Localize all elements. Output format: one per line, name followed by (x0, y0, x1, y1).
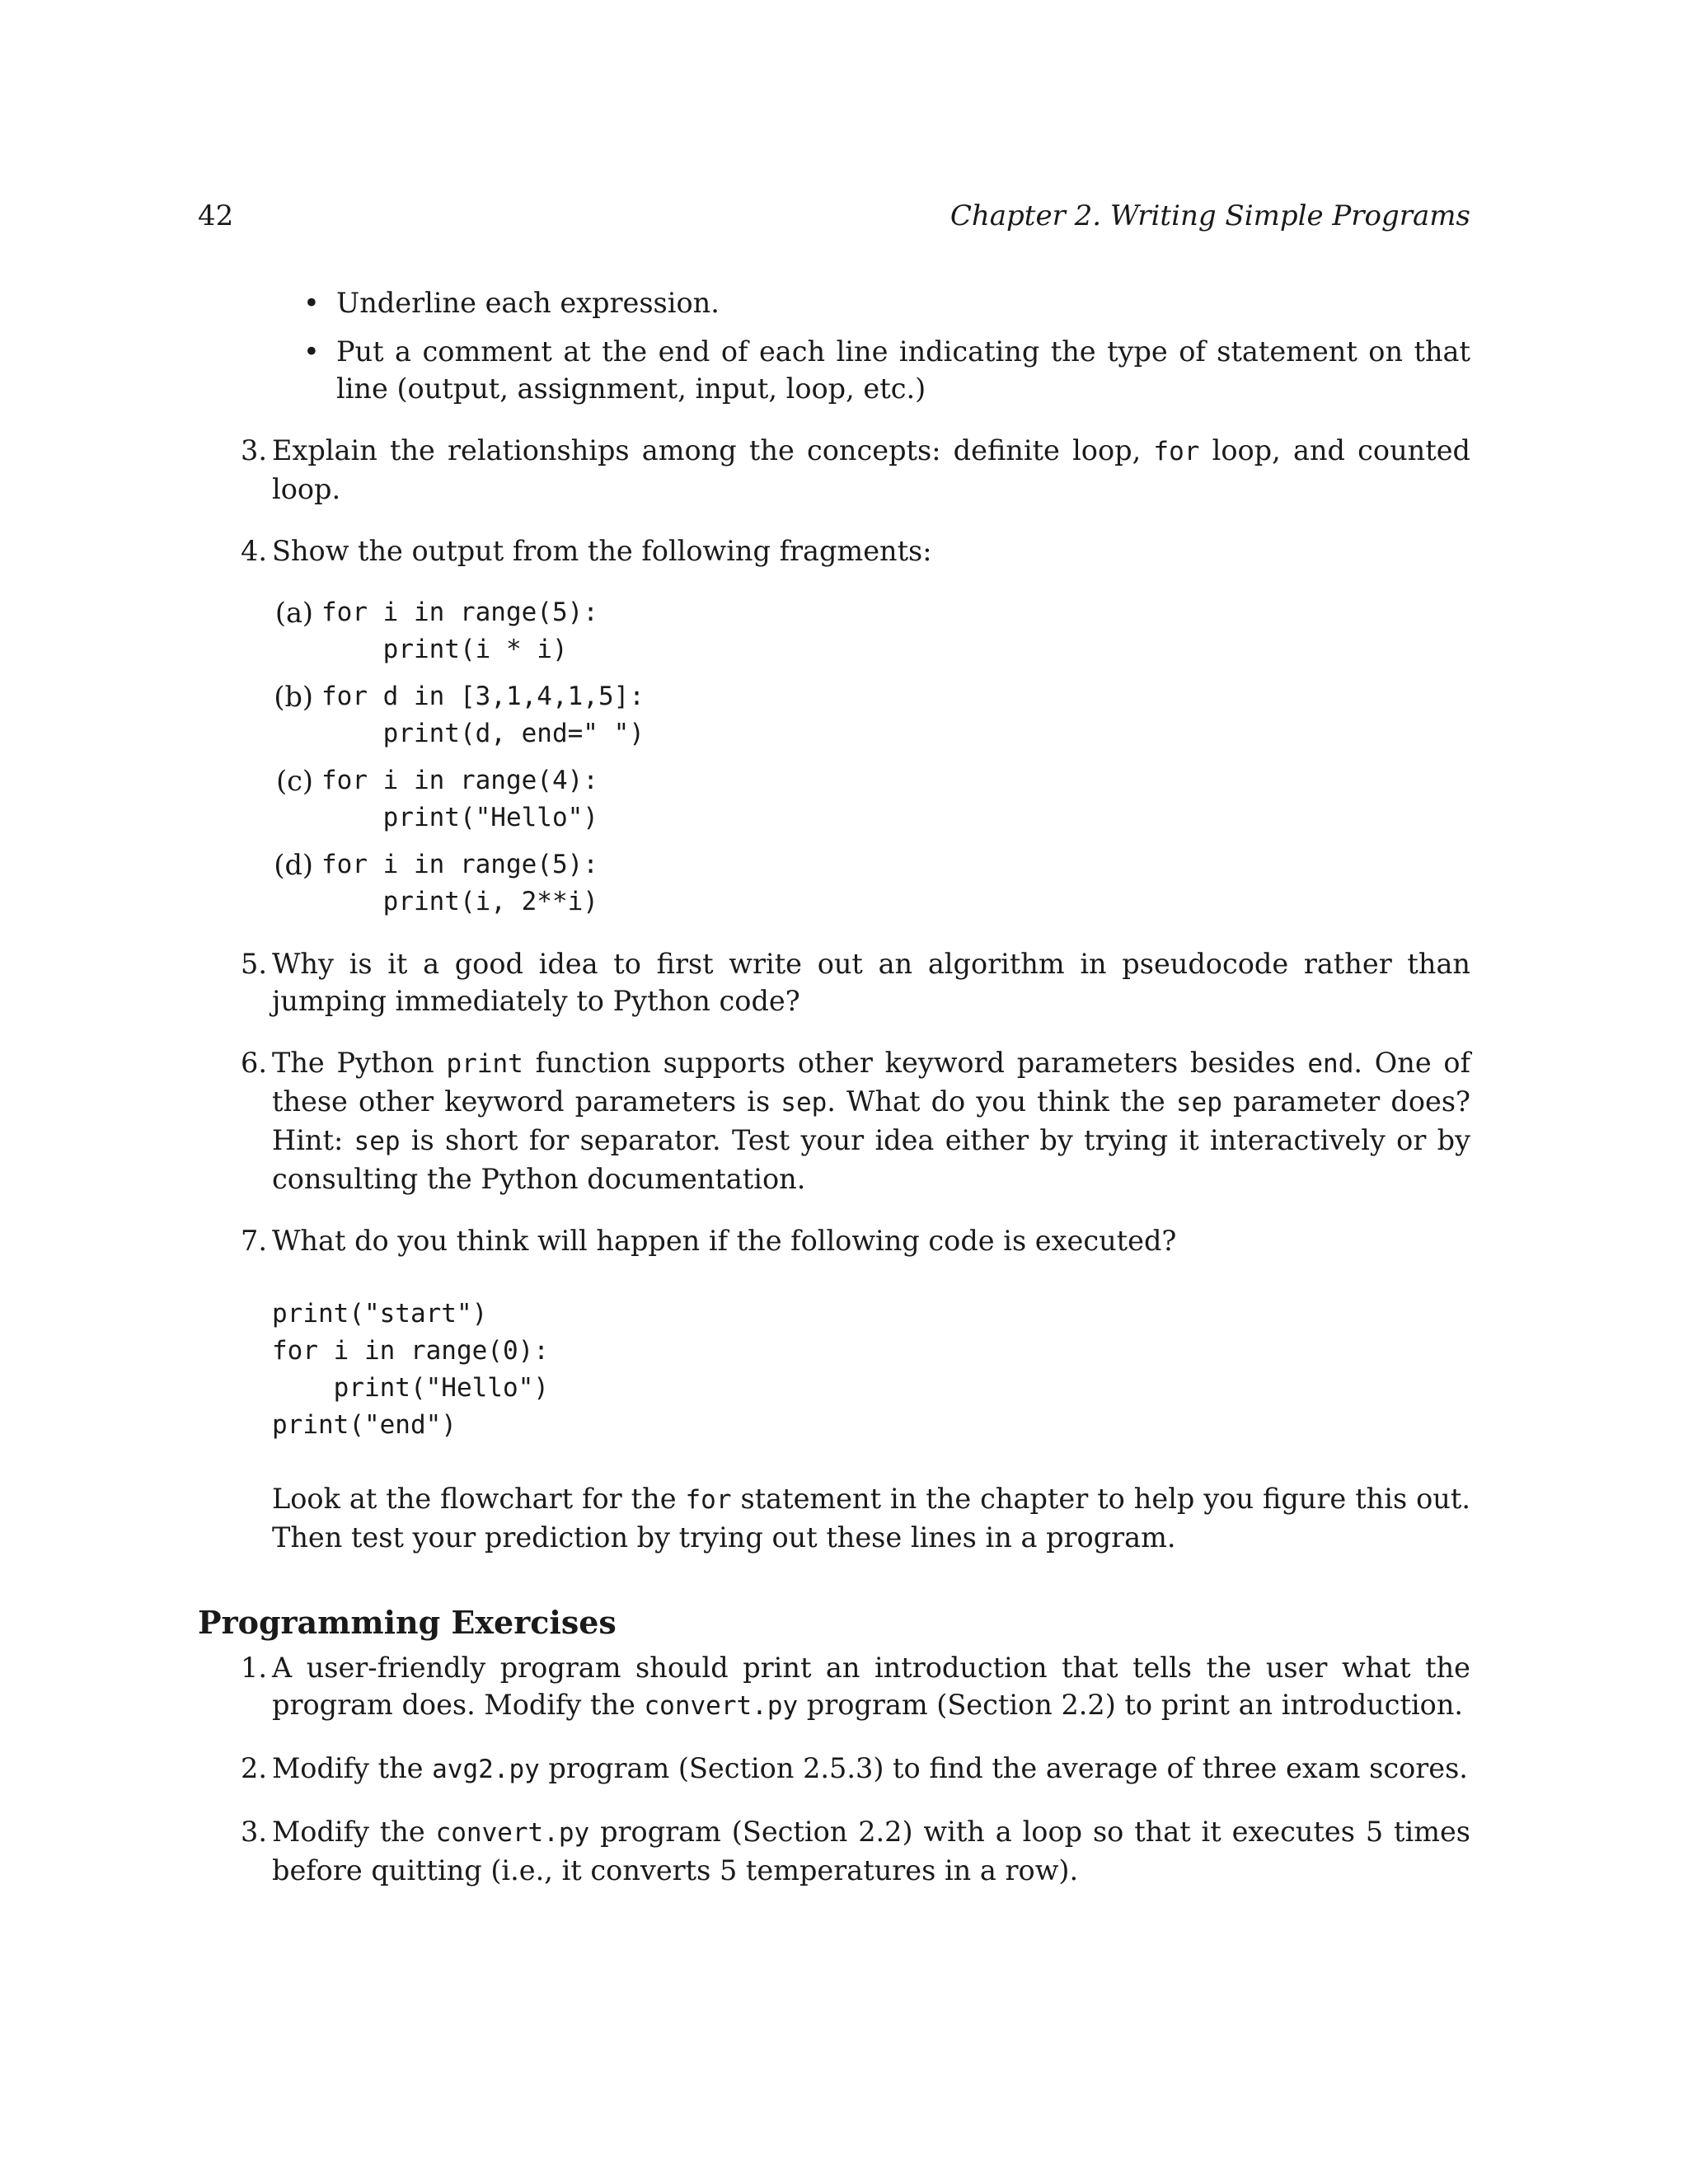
code-block (272, 1296, 1470, 1444)
review-question-5: 5. Why is it a good idea to first write out an algorithm in pseudocode rather than jumping immediately to Python code? (241, 948, 1470, 1017)
inline-code: sep (1175, 1088, 1222, 1118)
code-line: print("start") (272, 1299, 488, 1329)
inline-code: for (685, 1485, 732, 1515)
section-title: Programming Exercises (198, 1604, 617, 1641)
exercise-3: 3. Modify the convert.py program (Section 2.2) with a loop so that it executes 5 times before quitting (i.e., it converts 5 temperatures in a row). (241, 1816, 1470, 1886)
inline-code: avg2.py (432, 1755, 540, 1784)
inline-code: convert.py (644, 1691, 799, 1721)
inline-code: sep (781, 1088, 828, 1118)
exercise-2: 2. Modify the avg2.py program (Section 2.5.3) to find the average of three exam scores. (241, 1752, 1468, 1784)
bullet-list (198, 284, 1470, 407)
review-question-6: 6. The Python print function supports other keyword parameters besides end. One of these other keyword parameters is sep. What do you think the sep parameter does? Hint: sep is short for separator. Test your idea either by trying it interactively or by consulting the Python documentation. (241, 1047, 1471, 1195)
review-question-3: 3. Explain the relationships among the concepts: definite loop, for loop, and counted loop. (241, 434, 1470, 505)
inline-code: end (1307, 1049, 1354, 1079)
inline-code: sep (354, 1127, 401, 1156)
inline-code: convert.py (435, 1818, 590, 1848)
code-line: for i in range(5): (321, 598, 598, 627)
followup-paragraph: Look at the flowchart for the for statement in the chapter to help you figure this out. Then test your prediction by trying out these lines in a program. (272, 1483, 1470, 1554)
code-line: print("Hello") (272, 1373, 549, 1403)
fragment-list (256, 594, 1470, 921)
bullet-item: • Underline each expression. (303, 284, 1470, 321)
code-line: for i in range(4): (321, 766, 598, 795)
fragment-a: (a) for i in range(5): print(i * i) (256, 594, 1470, 668)
fragment-d: (d) for i in range(5): print(i, 2**i) (256, 846, 1470, 921)
page-content (198, 284, 1470, 1889)
bullet-icon: • (303, 287, 320, 319)
code-line: for i in range(5): (321, 850, 598, 879)
review-question-4: 4. Show the output from the following fragments: (a) for i in range(5): print(i * i) (b) for d in [3,1,4,1,5]: print(d, end=" ") (c) for i in range(4): print("Hello") (d) for i in range(5): print(i, 2**i) (198, 532, 1470, 921)
code-line: print(i, 2**i) (321, 887, 598, 916)
fragment-c: (c) for i in range(4): print("Hello") (256, 762, 1470, 837)
exercise-1: 1. A user-friendly program should print an introduction that tells the user what the program does. Modify the convert.py program (Section 2.2) to print an introduction. (241, 1652, 1470, 1721)
page-header (198, 199, 1470, 241)
inline-code: print (446, 1049, 523, 1079)
running-head: Chapter 2. Writing Simple Programs (950, 199, 1470, 232)
page-number: 42 (198, 199, 234, 232)
review-question-7: 7. What do you think will happen if the following code is executed? print("start") for i in range(0): print("Hello") print("end") Look at the flowchart for the for statement in the chapter to help you figure this out. Then test your prediction by trying out these lines in a program. (198, 1222, 1470, 1556)
bullet-icon: • (303, 335, 320, 368)
code-line: print(d, end=" ") (321, 719, 645, 748)
code-line: for i in range(0): (272, 1336, 549, 1366)
fragment-b: (b) for d in [3,1,4,1,5]: print(d, end=" ") (256, 678, 1470, 752)
code-line: print("Hello") (321, 803, 598, 832)
code-line: print(i * i) (321, 635, 568, 664)
code-line: for d in [3,1,4,1,5]: (321, 682, 645, 711)
code-line: print("end") (272, 1410, 457, 1440)
inline-code: for (1153, 437, 1200, 466)
bullet-item: • Put a comment at the end of each line indicating the type of statement on that line (output, assignment, input, loop, etc.) (303, 333, 1470, 407)
